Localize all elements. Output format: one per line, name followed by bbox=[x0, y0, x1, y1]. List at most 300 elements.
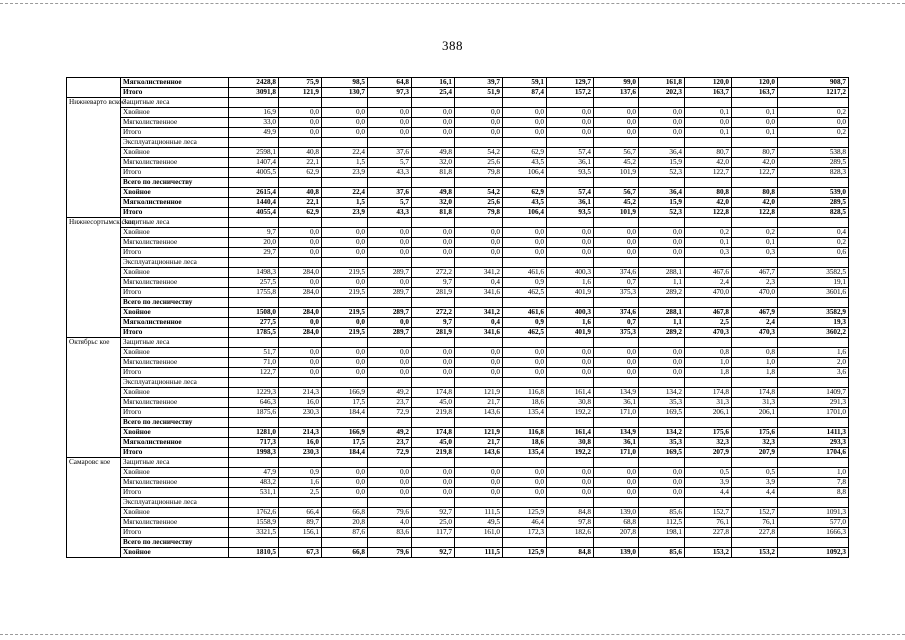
empty-cell bbox=[547, 378, 594, 388]
value-cell: 0,1 bbox=[685, 128, 732, 138]
value-cell: 289,5 bbox=[778, 158, 849, 168]
value-cell: 18,6 bbox=[503, 398, 547, 408]
empty-cell bbox=[778, 258, 849, 268]
value-cell: 4,0 bbox=[368, 518, 412, 528]
empty-cell bbox=[778, 458, 849, 468]
empty-cell bbox=[455, 258, 503, 268]
value-cell: 284,0 bbox=[279, 328, 322, 338]
value-cell: 31,3 bbox=[685, 398, 732, 408]
empty-cell bbox=[732, 538, 778, 548]
value-cell: 0,0 bbox=[279, 228, 322, 238]
empty-cell bbox=[455, 498, 503, 508]
value-cell: 68,8 bbox=[594, 518, 639, 528]
empty-cell bbox=[455, 218, 503, 228]
value-cell: 0,0 bbox=[368, 108, 412, 118]
value-cell: 341,6 bbox=[455, 288, 503, 298]
value-cell: 93,5 bbox=[547, 168, 594, 178]
value-cell: 22,4 bbox=[322, 188, 368, 198]
empty-cell bbox=[547, 418, 594, 428]
value-cell: 79,6 bbox=[368, 508, 412, 518]
value-cell: 1092,3 bbox=[778, 548, 849, 558]
empty-cell bbox=[732, 258, 778, 268]
value-cell: 45,0 bbox=[412, 438, 455, 448]
value-cell: 341,6 bbox=[455, 328, 503, 338]
value-cell: 0,2 bbox=[685, 228, 732, 238]
empty-cell bbox=[594, 498, 639, 508]
empty-cell bbox=[322, 378, 368, 388]
value-cell: 0,0 bbox=[594, 478, 639, 488]
value-cell: 42,0 bbox=[685, 158, 732, 168]
value-cell: 3,9 bbox=[685, 478, 732, 488]
value-cell: 1,1 bbox=[639, 318, 685, 328]
value-cell: 0,0 bbox=[503, 468, 547, 478]
table-row bbox=[67, 188, 849, 198]
value-cell: 0,0 bbox=[547, 468, 594, 478]
value-cell: 43,5 bbox=[503, 158, 547, 168]
category-label: Хвойное bbox=[121, 548, 229, 558]
value-cell: 0,5 bbox=[685, 468, 732, 478]
value-cell: 117,7 bbox=[412, 528, 455, 538]
value-cell: 341,2 bbox=[455, 308, 503, 318]
value-cell: 467,9 bbox=[732, 308, 778, 318]
value-cell: 49,8 bbox=[412, 188, 455, 198]
value-cell: 0,0 bbox=[368, 228, 412, 238]
category-label: Мягколиственное bbox=[121, 198, 229, 208]
value-cell: 1,1 bbox=[639, 278, 685, 288]
value-cell: 37,6 bbox=[368, 148, 412, 158]
empty-cell bbox=[368, 418, 412, 428]
value-cell: 0,0 bbox=[412, 128, 455, 138]
value-cell: 85,6 bbox=[639, 508, 685, 518]
value-cell: 289,2 bbox=[639, 288, 685, 298]
value-cell: 3321,5 bbox=[229, 528, 279, 538]
empty-cell bbox=[229, 258, 279, 268]
empty-cell bbox=[455, 298, 503, 308]
category-label: Итого bbox=[121, 488, 229, 498]
value-cell: 0,2 bbox=[778, 238, 849, 248]
empty-cell bbox=[368, 538, 412, 548]
value-cell: 467,8 bbox=[685, 308, 732, 318]
value-cell: 2615,4 bbox=[229, 188, 279, 198]
empty-cell bbox=[639, 418, 685, 428]
value-cell: 62,9 bbox=[279, 168, 322, 178]
empty-cell bbox=[685, 418, 732, 428]
value-cell: 1,6 bbox=[547, 278, 594, 288]
value-cell: 0,0 bbox=[412, 238, 455, 248]
value-cell: 1810,5 bbox=[229, 548, 279, 558]
value-cell: 0,0 bbox=[547, 128, 594, 138]
value-cell: 51,9 bbox=[455, 88, 503, 98]
empty-cell bbox=[279, 138, 322, 148]
section-label: Эксплуатационные леса bbox=[121, 378, 229, 388]
value-cell: 54,2 bbox=[455, 188, 503, 198]
empty-cell bbox=[412, 218, 455, 228]
section-label: Защитные леса bbox=[121, 98, 229, 108]
value-cell: 2598,1 bbox=[229, 148, 279, 158]
category-label: Хвойное bbox=[121, 468, 229, 478]
subtotal-header-row bbox=[67, 298, 849, 308]
value-cell: 1762,6 bbox=[229, 508, 279, 518]
page-number: 388 bbox=[442, 38, 463, 53]
value-cell: 0,0 bbox=[778, 118, 849, 128]
value-cell: 0,0 bbox=[322, 108, 368, 118]
value-cell: 21,7 bbox=[455, 438, 503, 448]
empty-cell bbox=[279, 498, 322, 508]
empty-cell bbox=[229, 298, 279, 308]
value-cell: 0,0 bbox=[279, 108, 322, 118]
table-row bbox=[67, 368, 849, 378]
category-label: Итого bbox=[121, 88, 229, 98]
value-cell: 401,9 bbox=[547, 288, 594, 298]
value-cell: 2,5 bbox=[279, 488, 322, 498]
empty-cell bbox=[279, 258, 322, 268]
empty-cell bbox=[412, 378, 455, 388]
value-cell: 4005,5 bbox=[229, 168, 279, 178]
value-cell: 0,0 bbox=[503, 348, 547, 358]
value-cell: 0,0 bbox=[412, 478, 455, 488]
value-cell: 84,8 bbox=[547, 508, 594, 518]
value-cell: 1,0 bbox=[685, 358, 732, 368]
empty-cell bbox=[594, 458, 639, 468]
empty-cell bbox=[685, 538, 732, 548]
empty-cell bbox=[279, 298, 322, 308]
value-cell: 0,0 bbox=[455, 248, 503, 258]
section-label: Эксплуатационные леса bbox=[121, 498, 229, 508]
value-cell: 46,4 bbox=[503, 518, 547, 528]
table-row bbox=[67, 348, 849, 358]
value-cell: 1998,3 bbox=[229, 448, 279, 458]
empty-cell bbox=[229, 418, 279, 428]
value-cell: 75,9 bbox=[279, 78, 322, 88]
value-cell: 163,7 bbox=[732, 88, 778, 98]
empty-cell bbox=[547, 498, 594, 508]
value-cell: 0,0 bbox=[279, 248, 322, 258]
value-cell: 0,0 bbox=[547, 238, 594, 248]
table-row bbox=[67, 308, 849, 318]
value-cell: 0,0 bbox=[594, 238, 639, 248]
value-cell: 0,4 bbox=[778, 228, 849, 238]
value-cell: 0,0 bbox=[412, 348, 455, 358]
empty-cell bbox=[455, 418, 503, 428]
value-cell: 0,0 bbox=[322, 238, 368, 248]
value-cell: 277,5 bbox=[229, 318, 279, 328]
empty-cell bbox=[412, 298, 455, 308]
table-row bbox=[67, 358, 849, 368]
value-cell: 17,5 bbox=[322, 398, 368, 408]
value-cell: 76,1 bbox=[685, 518, 732, 528]
value-cell: 1229,3 bbox=[229, 388, 279, 398]
category-label: Итого bbox=[121, 128, 229, 138]
empty-cell bbox=[455, 98, 503, 108]
value-cell: 1217,2 bbox=[778, 88, 849, 98]
empty-cell bbox=[639, 338, 685, 348]
value-cell: 0,0 bbox=[412, 358, 455, 368]
value-cell: 284,0 bbox=[279, 288, 322, 298]
value-cell: 1,5 bbox=[322, 158, 368, 168]
table-body bbox=[67, 78, 849, 558]
lesnichestvo-cell: Октябрьс кое bbox=[67, 338, 121, 458]
category-label: Мягколиственное bbox=[121, 398, 229, 408]
section-label: Эксплуатационные леса bbox=[121, 258, 229, 268]
value-cell: 35,3 bbox=[639, 438, 685, 448]
value-cell: 20,8 bbox=[322, 518, 368, 528]
value-cell: 106,4 bbox=[503, 168, 547, 178]
empty-cell bbox=[412, 458, 455, 468]
value-cell: 36,1 bbox=[594, 398, 639, 408]
value-cell: 54,2 bbox=[455, 148, 503, 158]
value-cell: 32,3 bbox=[732, 438, 778, 448]
value-cell: 1,8 bbox=[685, 368, 732, 378]
value-cell: 0,0 bbox=[503, 108, 547, 118]
value-cell: 49,9 bbox=[229, 128, 279, 138]
value-cell: 0,0 bbox=[322, 278, 368, 288]
value-cell: 0,4 bbox=[455, 318, 503, 328]
value-cell: 57,4 bbox=[547, 188, 594, 198]
section-row bbox=[67, 218, 849, 228]
table-row bbox=[67, 128, 849, 138]
subtotal-header-row bbox=[67, 178, 849, 188]
value-cell: 0,0 bbox=[368, 248, 412, 258]
value-cell: 9,7 bbox=[412, 318, 455, 328]
value-cell: 163,7 bbox=[685, 88, 732, 98]
value-cell: 0,0 bbox=[639, 108, 685, 118]
empty-cell bbox=[778, 98, 849, 108]
value-cell: 171,0 bbox=[594, 448, 639, 458]
empty-cell bbox=[368, 178, 412, 188]
value-cell: 120,0 bbox=[685, 78, 732, 88]
value-cell: 139,0 bbox=[594, 508, 639, 518]
empty-cell bbox=[594, 338, 639, 348]
value-cell: 22,4 bbox=[322, 148, 368, 158]
value-cell: 42,0 bbox=[732, 198, 778, 208]
value-cell: 0,2 bbox=[778, 128, 849, 138]
value-cell: 101,9 bbox=[594, 208, 639, 218]
empty-cell bbox=[503, 218, 547, 228]
value-cell: 4055,4 bbox=[229, 208, 279, 218]
empty-cell bbox=[594, 418, 639, 428]
empty-cell bbox=[322, 418, 368, 428]
value-cell: 99,0 bbox=[594, 78, 639, 88]
category-label: Мягколиственное bbox=[121, 158, 229, 168]
value-cell: 0,0 bbox=[368, 358, 412, 368]
table-row bbox=[67, 478, 849, 488]
value-cell: 39,7 bbox=[455, 78, 503, 88]
value-cell: 202,3 bbox=[639, 88, 685, 98]
value-cell: 272,2 bbox=[412, 268, 455, 278]
lesnichestvo-cell: Нижневарто вское bbox=[67, 98, 121, 218]
empty-cell bbox=[229, 338, 279, 348]
value-cell: 0,0 bbox=[455, 108, 503, 118]
value-cell: 0,0 bbox=[455, 368, 503, 378]
empty-cell bbox=[685, 218, 732, 228]
empty-cell bbox=[685, 338, 732, 348]
value-cell: 1,6 bbox=[279, 478, 322, 488]
value-cell: 166,9 bbox=[322, 388, 368, 398]
value-cell: 152,7 bbox=[732, 508, 778, 518]
empty-cell bbox=[503, 178, 547, 188]
empty-cell bbox=[455, 378, 503, 388]
value-cell: 0,0 bbox=[322, 468, 368, 478]
section-row bbox=[67, 498, 849, 508]
empty-cell bbox=[639, 98, 685, 108]
value-cell: 72,9 bbox=[368, 408, 412, 418]
category-label: Мягколиственное bbox=[121, 238, 229, 248]
value-cell: 172,3 bbox=[503, 528, 547, 538]
value-cell: 122,7 bbox=[685, 168, 732, 178]
value-cell: 2,0 bbox=[778, 358, 849, 368]
table-row bbox=[67, 238, 849, 248]
value-cell: 0,0 bbox=[594, 488, 639, 498]
empty-cell bbox=[368, 218, 412, 228]
value-cell: 111,5 bbox=[455, 508, 503, 518]
value-cell: 25,6 bbox=[455, 198, 503, 208]
value-cell: 85,6 bbox=[639, 548, 685, 558]
value-cell: 1411,3 bbox=[778, 428, 849, 438]
empty-cell bbox=[503, 338, 547, 348]
value-cell: 0,0 bbox=[322, 368, 368, 378]
value-cell: 0,0 bbox=[639, 348, 685, 358]
value-cell: 219,5 bbox=[322, 328, 368, 338]
value-cell: 1281,0 bbox=[229, 428, 279, 438]
value-cell: 97,3 bbox=[368, 88, 412, 98]
empty-cell bbox=[685, 98, 732, 108]
value-cell: 81,8 bbox=[412, 208, 455, 218]
table-row bbox=[67, 248, 849, 258]
value-cell: 2428,8 bbox=[229, 78, 279, 88]
value-cell: 0,0 bbox=[547, 118, 594, 128]
empty-cell bbox=[639, 218, 685, 228]
empty-cell bbox=[639, 138, 685, 148]
empty-cell bbox=[639, 458, 685, 468]
value-cell: 116,8 bbox=[503, 388, 547, 398]
value-cell: 36,4 bbox=[639, 188, 685, 198]
empty-cell bbox=[322, 178, 368, 188]
section-row bbox=[67, 338, 849, 348]
value-cell: 0,0 bbox=[547, 358, 594, 368]
empty-cell bbox=[229, 218, 279, 228]
value-cell: 0,0 bbox=[639, 488, 685, 498]
empty-cell bbox=[547, 298, 594, 308]
empty-cell bbox=[639, 378, 685, 388]
value-cell: 192,2 bbox=[547, 408, 594, 418]
category-label: Мягколиственное bbox=[121, 518, 229, 528]
empty-cell bbox=[503, 138, 547, 148]
section-label: Защитные леса bbox=[121, 458, 229, 468]
value-cell: 87,4 bbox=[503, 88, 547, 98]
value-cell: 92,7 bbox=[412, 508, 455, 518]
value-cell: 0,0 bbox=[412, 228, 455, 238]
table-row bbox=[67, 408, 849, 418]
empty-cell bbox=[455, 538, 503, 548]
value-cell: 57,4 bbox=[547, 148, 594, 158]
value-cell: 272,2 bbox=[412, 308, 455, 318]
section-label: Всего по лесничеству bbox=[121, 298, 229, 308]
value-cell: 0,0 bbox=[639, 368, 685, 378]
value-cell: 0,1 bbox=[732, 108, 778, 118]
empty-cell bbox=[732, 98, 778, 108]
value-cell: 0,0 bbox=[639, 238, 685, 248]
value-cell: 0,0 bbox=[639, 228, 685, 238]
empty-cell bbox=[322, 498, 368, 508]
value-cell: 56,7 bbox=[594, 148, 639, 158]
value-cell: 0,9 bbox=[503, 278, 547, 288]
value-cell: 219,5 bbox=[322, 288, 368, 298]
value-cell: 577,0 bbox=[778, 518, 849, 528]
value-cell: 0,2 bbox=[732, 228, 778, 238]
value-cell: 470,3 bbox=[685, 328, 732, 338]
value-cell: 87,6 bbox=[322, 528, 368, 538]
value-cell: 1409,7 bbox=[778, 388, 849, 398]
value-cell: 134,9 bbox=[594, 388, 639, 398]
value-cell: 293,3 bbox=[778, 438, 849, 448]
value-cell: 121,9 bbox=[455, 428, 503, 438]
value-cell: 30,8 bbox=[547, 398, 594, 408]
value-cell: 0,0 bbox=[368, 348, 412, 358]
empty-cell bbox=[778, 498, 849, 508]
value-cell: 0,0 bbox=[322, 318, 368, 328]
value-cell: 4,4 bbox=[685, 488, 732, 498]
value-cell: 0,0 bbox=[368, 468, 412, 478]
value-cell: 135,4 bbox=[503, 408, 547, 418]
empty-cell bbox=[412, 138, 455, 148]
value-cell: 42,0 bbox=[685, 198, 732, 208]
value-cell: 0,3 bbox=[685, 248, 732, 258]
value-cell: 1701,0 bbox=[778, 408, 849, 418]
value-cell: 161,4 bbox=[547, 428, 594, 438]
empty-cell bbox=[732, 178, 778, 188]
value-cell: 161,0 bbox=[455, 528, 503, 538]
value-cell: 22,1 bbox=[279, 198, 322, 208]
value-cell: 1,5 bbox=[322, 198, 368, 208]
value-cell: 0,0 bbox=[547, 368, 594, 378]
value-cell: 0,0 bbox=[368, 318, 412, 328]
value-cell: 174,8 bbox=[412, 388, 455, 398]
table-row bbox=[67, 158, 849, 168]
value-cell: 0,0 bbox=[594, 348, 639, 358]
empty-cell bbox=[732, 458, 778, 468]
value-cell: 66,4 bbox=[279, 508, 322, 518]
value-cell: 161,4 bbox=[547, 388, 594, 398]
value-cell: 375,3 bbox=[594, 288, 639, 298]
value-cell: 93,5 bbox=[547, 208, 594, 218]
category-label: Итого bbox=[121, 448, 229, 458]
value-cell: 0,0 bbox=[279, 278, 322, 288]
value-cell: 79,8 bbox=[455, 208, 503, 218]
empty-cell bbox=[412, 498, 455, 508]
empty-cell bbox=[322, 338, 368, 348]
value-cell: 30,8 bbox=[547, 438, 594, 448]
value-cell: 0,0 bbox=[594, 118, 639, 128]
value-cell: 89,7 bbox=[279, 518, 322, 528]
value-cell: 32,0 bbox=[412, 158, 455, 168]
value-cell: 0,7 bbox=[594, 278, 639, 288]
value-cell: 23,7 bbox=[368, 438, 412, 448]
value-cell: 0,0 bbox=[547, 228, 594, 238]
empty-cell bbox=[547, 458, 594, 468]
value-cell: 284,0 bbox=[279, 268, 322, 278]
value-cell: 130,7 bbox=[322, 88, 368, 98]
section-row bbox=[67, 138, 849, 148]
value-cell: 7,8 bbox=[778, 478, 849, 488]
value-cell: 206,1 bbox=[685, 408, 732, 418]
value-cell: 828,5 bbox=[778, 208, 849, 218]
value-cell: 461,6 bbox=[503, 268, 547, 278]
table-row bbox=[67, 328, 849, 338]
value-cell: 8,8 bbox=[778, 488, 849, 498]
category-label: Итого bbox=[121, 328, 229, 338]
value-cell: 3,6 bbox=[778, 368, 849, 378]
table-row bbox=[67, 278, 849, 288]
